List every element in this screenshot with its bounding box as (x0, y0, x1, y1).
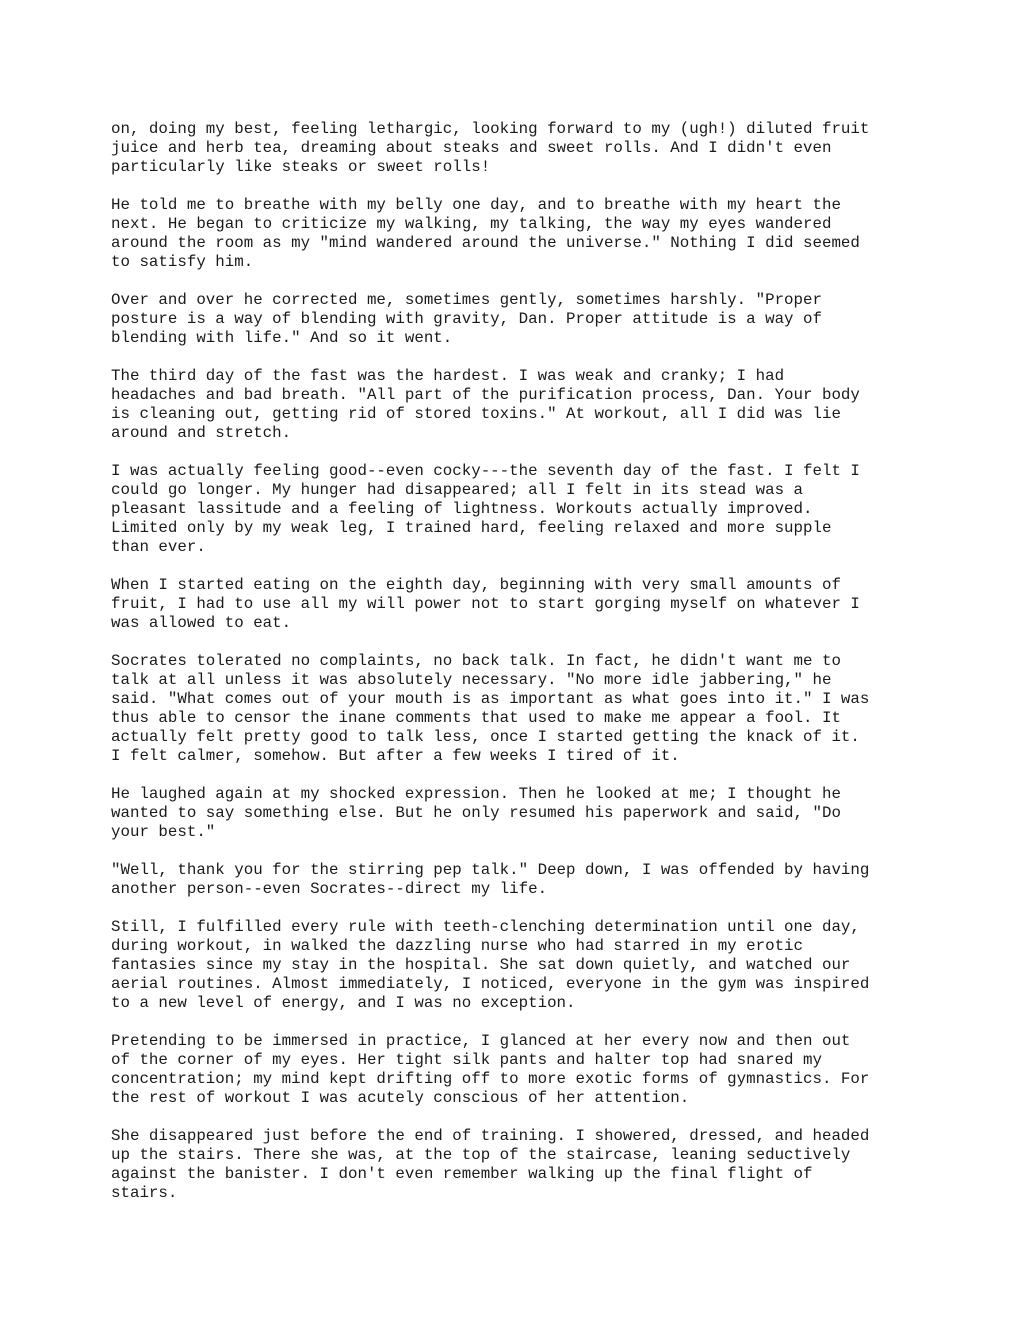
text-line: could go longer. My hunger had disappeared; all I felt in its stead was a (111, 481, 804, 499)
paragraph (111, 652, 971, 766)
text-line: the rest of workout I was acutely conscious of her attention. (111, 1089, 690, 1107)
text-line: to a new level of energy, and I was no exception. (111, 994, 576, 1012)
text-line: He laughed again at my shocked expression. Then he looked at me; I thought he (111, 785, 841, 803)
text-line: is cleaning out, getting rid of stored toxins." At workout, all I did was lie (111, 405, 841, 423)
text-line: aerial routines. Almost immediately, I noticed, everyone in the gym was inspired (111, 975, 870, 993)
text-line: I felt calmer, somehow. But after a few weeks I tired of it. (111, 747, 680, 765)
text-line: than ever. (111, 538, 206, 556)
text-line: of the corner of my eyes. Her tight silk pants and halter top had snared my (111, 1051, 822, 1069)
text-line: concentration; my mind kept drifting off to more exotic forms of gymnastics. For (111, 1070, 870, 1088)
text-line: When I started eating on the eighth day, beginning with very small amounts of (111, 576, 841, 594)
text-line: Still, I fulfilled every rule with teeth-clenching determination until one day, (111, 918, 860, 936)
text-line: on, doing my best, feeling lethargic, looking forward to my (ugh!) diluted fruit (111, 120, 870, 138)
text-line: fantasies since my stay in the hospital. She sat down quietly, and watched our (111, 956, 851, 974)
text-line: next. He began to criticize my walking, my talking, the way my eyes wandered (111, 215, 832, 233)
document-page (111, 120, 971, 1222)
text-line: said. "What comes out of your mouth is as important as what goes into it." I was (111, 690, 870, 708)
text-line: He told me to breathe with my belly one day, and to breathe with my heart the (111, 196, 841, 214)
paragraph (111, 1127, 971, 1203)
text-line: was allowed to eat. (111, 614, 292, 632)
text-line: wanted to say something else. But he only resumed his paperwork and said, "Do (111, 804, 841, 822)
text-line: Socrates tolerated no complaints, no back talk. In fact, he didn't want me to (111, 652, 841, 670)
text-line: headaches and bad breath. "All part of the purification process, Dan. Your body (111, 386, 860, 404)
paragraph (111, 462, 971, 557)
paragraph (111, 120, 971, 177)
text-line: stairs. (111, 1184, 178, 1202)
text-line: The third day of the fast was the hardest. I was weak and cranky; I had (111, 367, 785, 385)
text-line: Over and over he corrected me, sometimes gently, sometimes harshly. "Proper (111, 291, 822, 309)
text-line: particularly like steaks or sweet rolls! (111, 158, 491, 176)
text-line: fruit, I had to use all my will power not to start gorging myself on whatever I (111, 595, 860, 613)
text-line: up the stairs. There she was, at the top of the staircase, leaning seductively (111, 1146, 851, 1164)
text-line: against the banister. I don't even remember walking up the final flight of (111, 1165, 813, 1183)
paragraph (111, 196, 971, 272)
paragraph (111, 861, 971, 899)
text-line: I was actually feeling good--even cocky---the seventh day of the fast. I felt I (111, 462, 860, 480)
text-line: actually felt pretty good to talk less, once I started getting the knack of it. (111, 728, 860, 746)
text-line: Limited only by my weak leg, I trained hard, feeling relaxed and more supple (111, 519, 832, 537)
paragraph (111, 1032, 971, 1108)
paragraph (111, 291, 971, 348)
text-line: around and stretch. (111, 424, 292, 442)
text-line: blending with life." And so it went. (111, 329, 453, 347)
text-line: during workout, in walked the dazzling nurse who had starred in my erotic (111, 937, 804, 955)
paragraph (111, 918, 971, 1013)
text-line: pleasant lassitude and a feeling of lightness. Workouts actually improved. (111, 500, 813, 518)
text-line: juice and herb tea, dreaming about steaks and sweet rolls. And I didn't even (111, 139, 832, 157)
text-line: around the room as my "mind wandered around the universe." Nothing I did seemed (111, 234, 860, 252)
text-line: thus able to censor the inane comments that used to make me appear a fool. It (111, 709, 841, 727)
paragraph (111, 367, 971, 443)
text-line: Pretending to be immersed in practice, I glanced at her every now and then out (111, 1032, 851, 1050)
text-line: your best." (111, 823, 216, 841)
text-line: "Well, thank you for the stirring pep talk." Deep down, I was offended by having (111, 861, 870, 879)
text-line: talk at all unless it was absolutely necessary. "No more idle jabbering," he (111, 671, 832, 689)
text-line: to satisfy him. (111, 253, 254, 271)
text-line: She disappeared just before the end of training. I showered, dressed, and headed (111, 1127, 870, 1145)
text-line: posture is a way of blending with gravity, Dan. Proper attitude is a way of (111, 310, 822, 328)
text-line: another person--even Socrates--direct my life. (111, 880, 548, 898)
paragraph (111, 576, 971, 633)
paragraph (111, 785, 971, 842)
